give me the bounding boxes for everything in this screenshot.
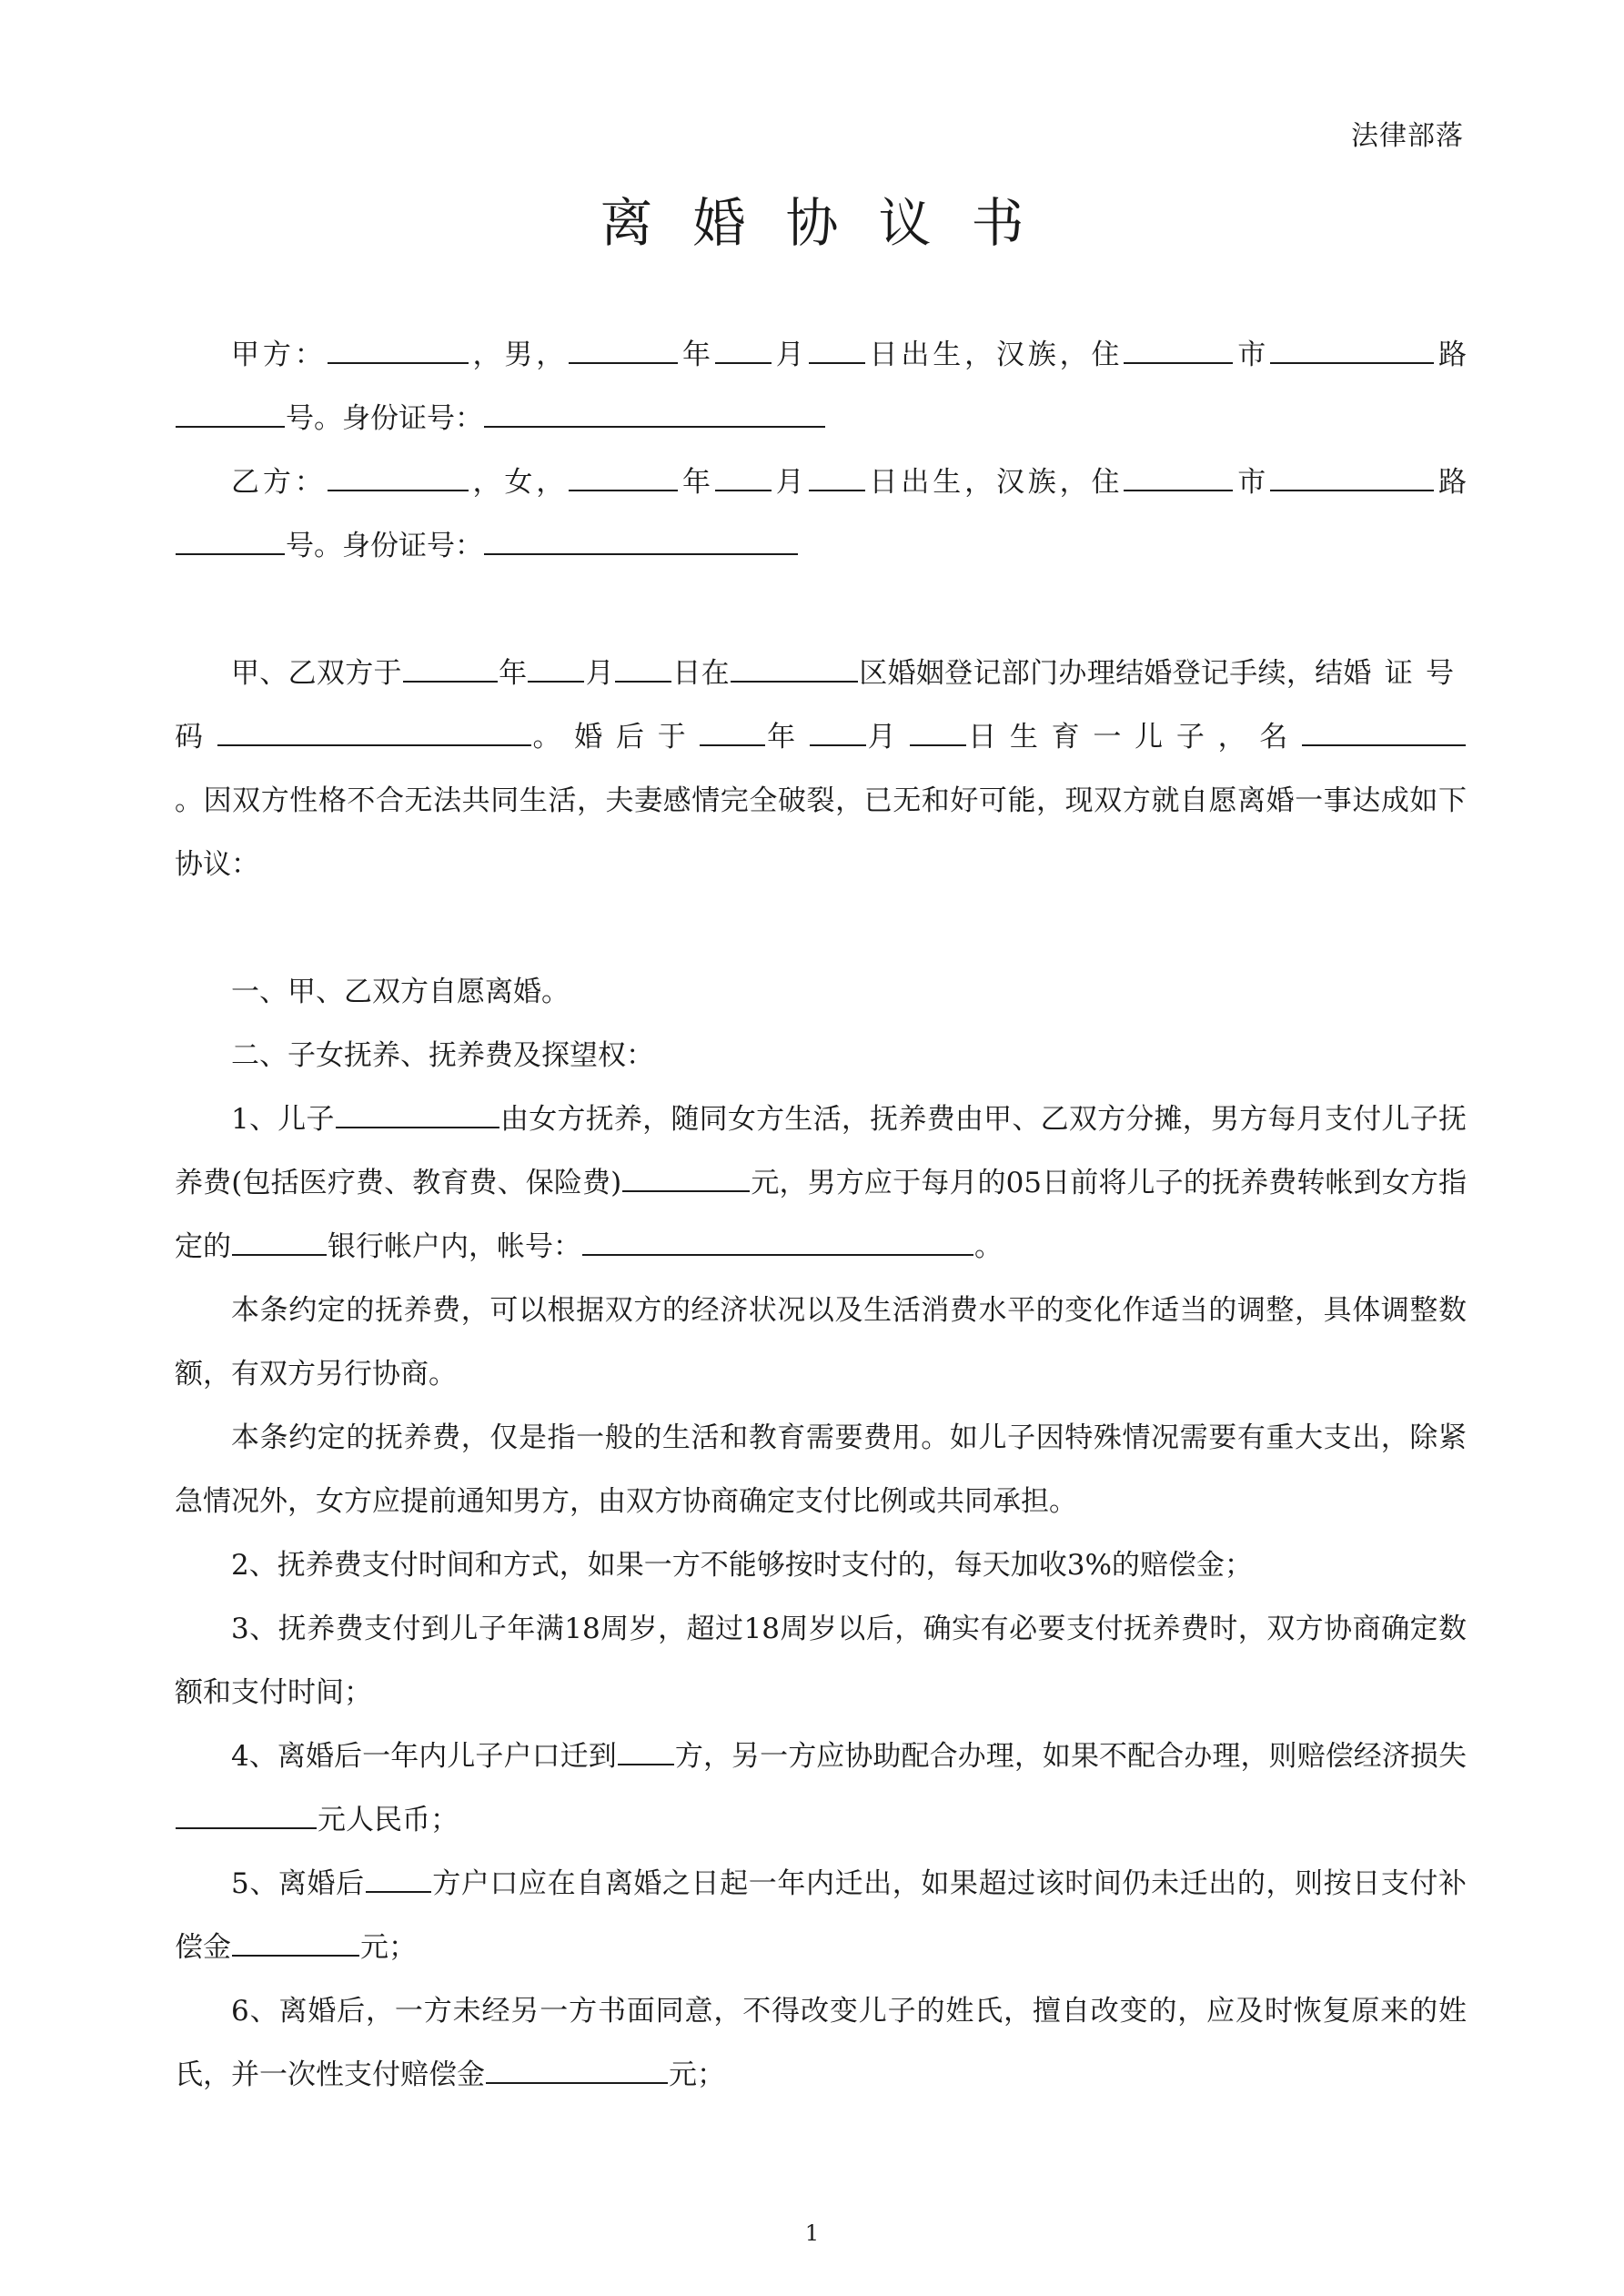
party-a-birth-year-field[interactable] <box>569 337 678 364</box>
marriage-day-field[interactable] <box>615 655 671 683</box>
item-text: 元人民币； <box>318 1804 459 1836</box>
city-label: 市 <box>1234 339 1270 371</box>
item-text: 。 <box>974 1230 1003 1263</box>
item-text: 1、儿子 <box>231 1103 335 1136</box>
para-adjust: 本条约定的抚养费，可以根据双方的经济状况以及生活消费水平的变化作适当的调整，具体调整数额，有双方另行协商。 <box>175 1294 1467 1391</box>
item-4 <box>175 1725 1467 1852</box>
month-label: 月 <box>585 657 615 690</box>
document-title: 离婚协议书 <box>600 192 1064 254</box>
party-b-city-field[interactable] <box>1124 464 1233 491</box>
party-b-name-field[interactable] <box>328 464 469 491</box>
birth-label: 日出生，汉族，住 <box>865 339 1124 371</box>
city-label: 市 <box>1234 466 1270 499</box>
intro-text: 。婚后于 <box>531 721 700 754</box>
intro-text: 甲、乙双方于 <box>231 657 402 690</box>
item-text: 方，另一方应协助配合办理，如果不配合办理，则赔偿经济损失 <box>674 1740 1467 1773</box>
intro-text: 。因双方性格不合无法共同生活，夫妻感情完全破裂，已无和好可能，现双方就自愿离婚一事达成如下协议： <box>175 784 1467 881</box>
item-text: 方户口应在自离婚之日起一年内迁出，如果超过该时间仍未迁出的，则按日支付补偿金 <box>175 1867 1467 1964</box>
party-b-gender: ，女， <box>469 466 569 499</box>
item-text: 银行帐户内，帐号： <box>328 1230 581 1263</box>
item-text: 5、离婚后 <box>231 1867 365 1900</box>
item-text: 6、离婚后，一方未经另一方书面同意，不得改变儿子的姓氏，擅自改变的，应及时恢复原来的姓氏，并一次性支付赔偿金 <box>175 1995 1467 2091</box>
child-name-field[interactable] <box>1302 719 1466 746</box>
party-a-birth-day-field[interactable] <box>809 337 865 364</box>
party-b-birth-month-field[interactable] <box>715 464 772 491</box>
party-b-info <box>175 450 1467 578</box>
party-a-house-number-field[interactable] <box>176 400 285 428</box>
item-text: 由女方抚养，随同女方生活，抚养费由甲、乙双方分摊，男方每月支付儿子抚养费(包括医疗费、教育费、保险费) <box>175 1103 1467 1199</box>
year-label: 年 <box>679 339 714 371</box>
child-birth-day-field[interactable] <box>910 719 966 746</box>
party-a-name-field[interactable] <box>328 337 469 364</box>
item-1 <box>175 1087 1467 1279</box>
party-b-house-number-field[interactable] <box>176 528 285 555</box>
party-b-label: 乙方： <box>231 466 327 499</box>
party-b-id-number-field[interactable] <box>484 528 798 555</box>
road-label: 路 <box>1435 466 1468 499</box>
para-general: 本条约定的抚养费，仅是指一般的生活和教育需要费用。如儿子因特殊情况需要有重大支出，除紧急情况外，女方应提前通知男方，由双方协商确定支付比例或共同承担。 <box>175 1421 1467 1518</box>
party-a-label: 甲方： <box>231 339 327 371</box>
move-out-party-field[interactable] <box>366 1866 431 1893</box>
marriage-certificate-number-field[interactable] <box>217 719 531 746</box>
party-a-id-number-field[interactable] <box>484 400 825 428</box>
year-label: 年 <box>766 721 809 754</box>
spacer <box>175 896 1467 960</box>
clause-1: 一、甲、乙双方自愿离婚。 <box>231 976 570 1008</box>
item-text: 元，男方应于每月的05日前将儿子的抚养费转帐到女方指定的 <box>175 1167 1467 1263</box>
party-a-info <box>175 323 1467 450</box>
son-name-field[interactable] <box>336 1101 499 1128</box>
party-b-birth-year-field[interactable] <box>569 464 678 491</box>
compensation-amount-field[interactable] <box>176 1802 317 1829</box>
party-a-gender: ，男， <box>469 339 569 371</box>
year-label: 年 <box>498 657 528 690</box>
account-number-field[interactable] <box>582 1229 973 1256</box>
support-amount-field[interactable] <box>622 1165 750 1192</box>
item-3: 3、抚养费支付到儿子年满18周岁，超过18周岁以后，确实有必要支付抚养费时，双方协商确定数额和支付时间； <box>175 1613 1467 1709</box>
intro-text: 日生育一儿子，名 <box>967 721 1302 754</box>
item-text: 元； <box>360 1931 417 1964</box>
child-birth-year-field[interactable] <box>700 719 765 746</box>
household-party-field[interactable] <box>618 1738 674 1765</box>
item-text: 元； <box>669 2058 725 2091</box>
intro-text: 日在 <box>672 657 730 690</box>
item-5 <box>175 1852 1467 1979</box>
party-b-road-field[interactable] <box>1270 464 1434 491</box>
daily-compensation-field[interactable] <box>232 1929 359 1957</box>
spacer <box>175 578 1467 642</box>
month-label: 月 <box>866 721 910 754</box>
intro-text: 区婚姻登记部门办理结婚登记手续，结 <box>858 657 1344 690</box>
bank-name-field[interactable] <box>232 1229 327 1256</box>
marriage-intro <box>175 642 1467 896</box>
month-label: 月 <box>772 339 808 371</box>
party-a-birth-month-field[interactable] <box>715 337 772 364</box>
road-label: 路 <box>1435 339 1468 371</box>
party-b-birth-day-field[interactable] <box>809 464 865 491</box>
year-label: 年 <box>679 466 714 499</box>
surname-compensation-field[interactable] <box>486 2057 668 2084</box>
id-number-label: 号。身份证号： <box>286 530 483 562</box>
clause-2-heading: 二、子女抚养、抚养费及探望权： <box>231 1039 654 1072</box>
district-field[interactable] <box>731 655 858 683</box>
child-birth-month-field[interactable] <box>810 719 866 746</box>
id-number-label: 号。身份证号： <box>286 402 483 435</box>
item-2: 2、抚养费支付时间和方式，如果一方不能够按时支付的，每天加收3%的赔偿金； <box>231 1549 1253 1582</box>
birth-label: 日出生，汉族，住 <box>865 466 1124 499</box>
header-note: 法律部落 <box>1351 120 1464 152</box>
page-number: 1 <box>804 2220 820 2246</box>
item-6 <box>175 1979 1467 2107</box>
party-a-road-field[interactable] <box>1270 337 1434 364</box>
marriage-year-field[interactable] <box>403 655 498 683</box>
marriage-month-field[interactable] <box>528 655 584 683</box>
document-body <box>175 323 1467 2107</box>
certificate-label: 婚证号码 <box>175 657 1468 754</box>
month-label: 月 <box>772 466 808 499</box>
item-text: 4、离婚后一年内儿子户口迁到 <box>231 1740 617 1773</box>
party-a-city-field[interactable] <box>1124 337 1233 364</box>
